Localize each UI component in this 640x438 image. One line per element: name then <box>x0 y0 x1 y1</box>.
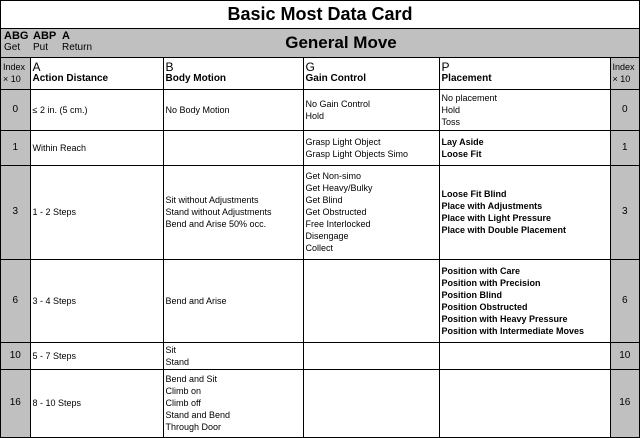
action-distance-cell <box>30 89 163 130</box>
action-distance-cell <box>30 165 163 259</box>
placement-cell-line: Place with Light Pressure <box>441 213 552 223</box>
placement-cell-line: Position with Intermediate Moves <box>441 325 585 336</box>
table-row <box>1 130 639 165</box>
gain-control-cell <box>303 89 439 130</box>
placement-cell-line: Loose Fit Blind <box>441 189 507 199</box>
body-motion-cell <box>163 165 303 259</box>
gain-control-cell-line: Get Heavy/Bulky <box>305 183 373 193</box>
column-header-a: A Action Distance <box>30 58 163 89</box>
placement-cell-line: Position with Precision <box>441 277 541 288</box>
card-title: Basic Most Data Card <box>1 1 639 29</box>
body-motion-cell-line: Stand and Bend <box>165 410 231 421</box>
placement-cell <box>439 89 610 130</box>
placement-cell <box>439 259 610 342</box>
placement-cell <box>439 369 610 437</box>
column-header-g: G Gain Control <box>303 58 439 89</box>
placement-cell <box>439 342 610 369</box>
placement-cell-line: Lay Aside <box>441 136 484 147</box>
sequence-code: A <box>62 30 70 42</box>
gain-control-cell-line: Get Non-simo <box>305 171 362 181</box>
body-motion-cell-line: No Body Motion <box>165 104 230 115</box>
gain-control-cell-line: Grasp Light Object <box>305 136 381 147</box>
placement-cell-line: Position Blind <box>441 289 502 300</box>
body-motion-cell-line: Sit without Adjustments <box>165 195 259 205</box>
placement-cell-line: Hold <box>441 104 461 115</box>
action-distance-cell-line: 1 - 2 Steps <box>32 207 77 217</box>
table-row <box>1 89 639 130</box>
gain-control-cell-line: Get Obstructed <box>305 207 367 217</box>
placement-cell <box>439 165 610 259</box>
action-distance-cell-line: Within Reach <box>32 142 87 153</box>
action-distance-cell <box>30 130 163 165</box>
table-row <box>1 259 639 342</box>
gain-control-cell-line: Grasp Light Objects Simo <box>305 148 409 159</box>
body-motion-cell <box>163 259 303 342</box>
gain-control-cell <box>303 369 439 437</box>
gain-control-cell-line: No Gain Control <box>305 98 371 109</box>
action-distance-cell-line: 5 - 7 Steps <box>32 350 77 361</box>
placement-cell-line: Position Obstructed <box>441 301 528 312</box>
body-motion-cell <box>163 342 303 369</box>
placement-cell <box>439 130 610 165</box>
body-motion-cell-line: Bend and Arise <box>165 295 227 306</box>
gain-control-cell <box>303 259 439 342</box>
sequence-label: Put <box>33 42 49 53</box>
table-row <box>1 165 639 259</box>
index-cell-left: 10 <box>1 342 30 369</box>
gain-control-cell <box>303 165 439 259</box>
table-row <box>1 369 639 437</box>
body-motion-cell-line: Climb on <box>165 386 202 397</box>
index-header-right: Index × 10 <box>610 58 639 89</box>
gain-control-cell-line: Hold <box>305 110 325 121</box>
body-motion-cell <box>163 369 303 437</box>
gain-control-cell-line: Get Blind <box>305 195 343 205</box>
action-distance-cell-line: 8 - 10 Steps <box>32 398 82 409</box>
sequence-label: Get <box>4 42 21 53</box>
gain-control-cell-line: Collect <box>305 243 334 253</box>
sequence-item-return <box>62 31 92 53</box>
placement-cell-line: Toss <box>441 116 461 127</box>
placement-cell-line: Place with Double Placement <box>441 225 567 235</box>
sequence-item-get <box>4 31 28 53</box>
index-cell-left: 0 <box>1 89 30 130</box>
sequence-code: ABP <box>33 30 57 42</box>
index-header-left: Index × 10 <box>1 58 30 89</box>
table-row <box>1 342 639 369</box>
index-cell-left: 16 <box>1 369 30 437</box>
index-cell-left: 6 <box>1 259 30 342</box>
sequence-item-put <box>33 31 56 53</box>
section-title: General Move <box>285 33 397 52</box>
index-cell-right: 16 <box>610 369 639 437</box>
body-motion-cell-line: Bend and Sit <box>165 374 218 385</box>
column-header-b: B Body Motion <box>163 58 303 89</box>
header-row <box>1 58 639 89</box>
body-motion-cell-line: Stand <box>165 356 190 367</box>
action-distance-cell-line: ≤ 2 in. (5 cm.) <box>32 104 88 115</box>
gain-control-cell <box>303 342 439 369</box>
placement-cell-line: Loose Fit <box>441 148 482 159</box>
placement-cell-line: Position with Heavy Pressure <box>441 313 568 324</box>
action-distance-cell <box>30 369 163 437</box>
body-motion-cell-line: Through Door <box>165 422 222 433</box>
body-motion-cell-line: Climb off <box>165 398 201 409</box>
index-cell-right: 6 <box>610 259 639 342</box>
action-distance-cell <box>30 259 163 342</box>
body-motion-cell-line: Sit <box>165 344 177 355</box>
action-distance-cell-line: 3 - 4 Steps <box>32 295 77 306</box>
gain-control-cell-line: Disengage <box>305 231 349 241</box>
placement-cell-line: Place with Adjustments <box>441 201 543 211</box>
index-cell-left: 1 <box>1 130 30 165</box>
index-cell-left: 3 <box>1 165 30 259</box>
placement-cell-line: Position with Care <box>441 265 521 276</box>
index-cell-right: 1 <box>610 130 639 165</box>
body-motion-cell-line: Bend and Arise 50% occ. <box>165 219 267 229</box>
action-distance-cell <box>30 342 163 369</box>
sequence-code: ABG <box>4 30 29 42</box>
sequence-label: Return <box>62 42 93 53</box>
index-cell-right: 10 <box>610 342 639 369</box>
gain-control-cell-line: Free Interlocked <box>305 219 371 229</box>
column-header-p: P Placement <box>439 58 610 89</box>
data-table <box>1 58 639 437</box>
index-cell-right: 3 <box>610 165 639 259</box>
index-cell-right: 0 <box>610 89 639 130</box>
body-motion-cell-line: Stand without Adjustments <box>165 207 272 217</box>
gain-control-cell <box>303 130 439 165</box>
body-motion-cell <box>163 130 303 165</box>
placement-cell-line: No placement <box>441 92 498 103</box>
body-motion-cell <box>163 89 303 130</box>
subheader-band <box>1 29 639 58</box>
